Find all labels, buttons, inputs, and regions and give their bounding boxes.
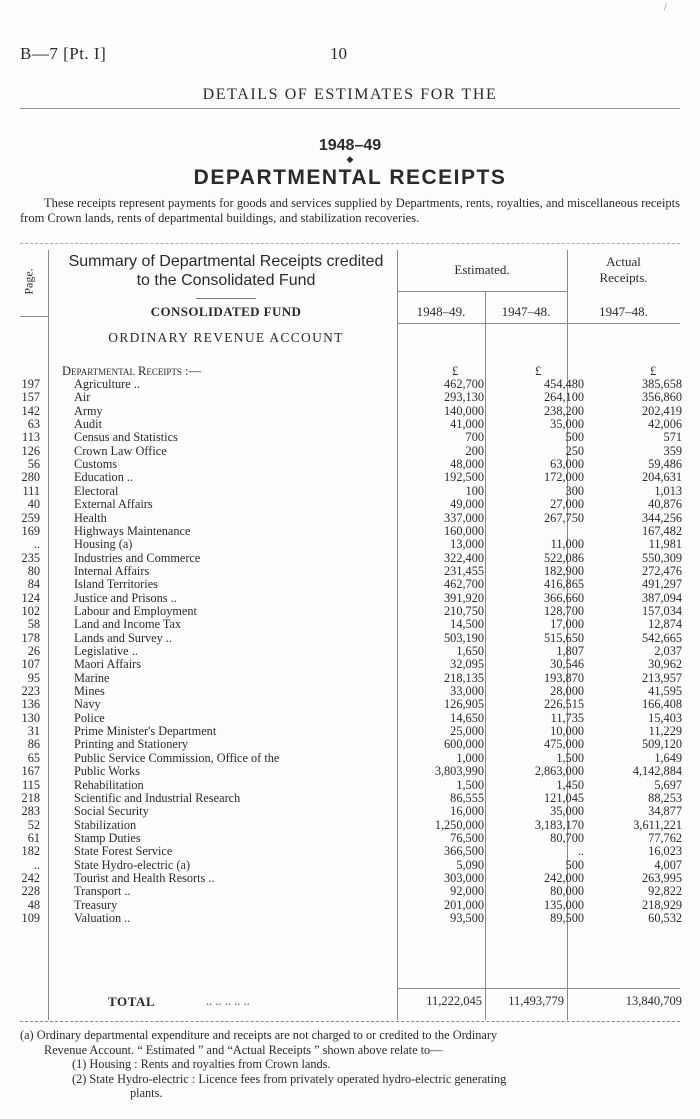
footnote-item-2: (2) State Hydro-electric : Licence fees from privately operated hydro-electric generating — [72, 1071, 507, 1086]
table-row — [18, 819, 680, 832]
table-row — [18, 765, 680, 778]
row-page-ref: 142 — [21, 403, 40, 418]
row-actual-1947-48: 263,995 — [642, 870, 682, 885]
row-page-ref: 52 — [27, 817, 40, 832]
row-actual-1947-48: 344,256 — [642, 510, 682, 525]
row-actual-1947-48: 356,860 — [642, 390, 682, 405]
row-estimated-1948-49: 391,920 — [444, 590, 484, 605]
header-underline-estimated — [397, 291, 567, 292]
row-estimated-1947-48: 250 — [565, 443, 584, 458]
row-actual-1947-48: 4,142,884 — [632, 764, 682, 779]
row-estimated-1947-48: 11,000 — [550, 537, 584, 552]
row-actual-1947-48: 12,874 — [648, 617, 682, 632]
row-page-ref: 95 — [27, 670, 40, 685]
row-estimated-1947-48: 35,000 — [550, 804, 584, 819]
row-department-name: Legislative .. — [74, 645, 138, 658]
row-page-ref: 56 — [27, 457, 40, 472]
row-estimated-1947-48: 264,100 — [544, 390, 584, 405]
row-department-name: Treasury — [74, 898, 118, 912]
table-row — [18, 632, 680, 645]
row-department-name: Crown Law Office — [74, 444, 167, 458]
section-label: Departmental Receipts :— — [62, 364, 202, 378]
row-actual-1947-48: 385,658 — [642, 377, 682, 391]
table-row — [18, 725, 680, 738]
footnote — [20, 1028, 680, 1101]
row-page-ref: 130 — [21, 710, 40, 725]
row-actual-1947-48: 218,929 — [642, 897, 682, 912]
account-heading: ORDINARY REVENUE ACCOUNT — [108, 330, 344, 345]
table-row — [18, 885, 680, 898]
row-page-ref: 115 — [22, 777, 40, 792]
row-estimated-1948-49: 231,455 — [444, 563, 484, 578]
row-department-name: Census and Statistics — [74, 431, 178, 445]
row-page-ref: 102 — [21, 603, 40, 618]
table-row — [18, 538, 680, 551]
row-department-name: Public Service Commission, Office of the — [74, 751, 280, 765]
table-row — [18, 712, 680, 725]
row-estimated-1948-49: 462,700 — [444, 577, 484, 592]
table-row — [18, 872, 680, 885]
row-estimated-1947-48: 454,480 — [544, 377, 584, 391]
table-bottom-rule — [20, 1021, 680, 1022]
row-page-ref: 26 — [27, 644, 40, 658]
row-estimated-1948-49: 13,000 — [450, 537, 484, 552]
row-estimated-1947-48: 30,546 — [550, 657, 584, 672]
row-department-name: Highways Maintenance — [74, 524, 191, 538]
table-row — [18, 391, 680, 404]
row-page-ref: .. — [33, 857, 40, 872]
row-page-ref: 31 — [27, 724, 40, 739]
row-estimated-1947-48: 11,735 — [550, 710, 584, 725]
row-estimated-1948-49: 86,555 — [450, 790, 484, 805]
row-page-ref: 58 — [27, 617, 40, 632]
row-estimated-1948-49: 16,000 — [450, 804, 484, 819]
table-row — [18, 832, 680, 845]
row-estimated-1948-49: 600,000 — [444, 737, 484, 752]
row-estimated-1948-49: 293,130 — [444, 390, 484, 405]
table-row — [18, 458, 680, 471]
row-estimated-1948-49: 3,803,990 — [434, 764, 484, 779]
row-department-name: Stamp Duties — [74, 831, 141, 845]
row-estimated-1948-49: 192,500 — [444, 470, 484, 485]
row-page-ref: 259 — [21, 510, 40, 525]
row-estimated-1947-48: 135,000 — [544, 897, 584, 912]
row-estimated-1947-48: 242,000 — [544, 870, 584, 885]
row-estimated-1948-49: 93,500 — [450, 911, 484, 925]
row-estimated-1947-48: 1,807 — [556, 644, 584, 658]
table-row — [18, 512, 680, 525]
row-department-name: Maori Affairs — [74, 658, 142, 672]
row-estimated-1947-48: .. — [577, 844, 584, 859]
row-estimated-1947-48: 193,870 — [544, 670, 584, 685]
table-row — [18, 779, 680, 792]
footnote-item-1: (1) Housing : Rents and royalties from Crown lands. — [72, 1057, 331, 1071]
row-estimated-1948-49: 201,000 — [444, 897, 484, 912]
row-estimated-1947-48: 1,500 — [556, 750, 584, 765]
row-page-ref: .. — [33, 537, 40, 552]
row-page-ref: 167 — [21, 764, 40, 779]
running-head-reference: B—7 [Pt. I] — [20, 44, 107, 63]
row-department-name: Transport .. — [74, 885, 131, 899]
row-estimated-1948-49: 1,250,000 — [434, 817, 484, 832]
row-department-name: Island Territories — [74, 578, 158, 592]
row-page-ref: 223 — [21, 684, 40, 699]
row-actual-1947-48: 59,486 — [648, 457, 682, 472]
row-page-ref: 61 — [27, 830, 40, 845]
row-estimated-1948-49: 126,905 — [444, 697, 484, 712]
row-actual-1947-48: 509,120 — [642, 737, 682, 752]
col-header-1947-48-act: 1947–48. — [599, 304, 648, 319]
row-department-name: Industries and Commerce — [74, 551, 201, 565]
row-department-name: External Affairs — [74, 498, 153, 512]
row-estimated-1948-49: 33,000 — [450, 684, 484, 699]
row-page-ref: 169 — [21, 523, 40, 538]
row-estimated-1947-48: 172,000 — [544, 470, 584, 485]
page-label-underline — [20, 316, 48, 317]
row-page-ref: 111 — [22, 483, 40, 498]
row-actual-1947-48: 272,476 — [642, 563, 682, 578]
row-estimated-1947-48: 267,750 — [544, 510, 584, 525]
row-estimated-1947-48: 128,700 — [544, 603, 584, 618]
row-actual-1947-48: 2,037 — [654, 644, 682, 658]
col-header-1948-49: 1948–49. — [416, 304, 466, 319]
row-actual-1947-48: 60,532 — [648, 911, 682, 925]
row-estimated-1947-48: 28,000 — [550, 684, 584, 699]
row-estimated-1948-49: 48,000 — [450, 457, 484, 472]
row-estimated-1947-48: 238,200 — [544, 403, 584, 418]
intro-paragraph: These receipts represent payments for goods and services supplied by Departments, rents, royalties, and miscellaneous receipts from Crown lands, rents of departmental buildings, and stabilization recoveries. — [20, 196, 680, 225]
estimated-header: Estimated. — [454, 262, 510, 277]
row-estimated-1947-48: 416,865 — [544, 577, 584, 592]
table-row — [18, 618, 680, 631]
row-actual-1947-48: 4,007 — [654, 857, 682, 872]
row-estimated-1948-49: 462,700 — [444, 377, 484, 391]
table-row — [18, 805, 680, 818]
row-estimated-1947-48: 80,000 — [550, 884, 584, 899]
row-department-name: Housing (a) — [74, 538, 133, 552]
row-department-name: Internal Affairs — [74, 564, 150, 578]
table-row — [18, 792, 680, 805]
row-estimated-1948-49: 303,000 — [444, 870, 484, 885]
pound-sign-col1: £ — [452, 364, 459, 378]
row-department-name: Public Works — [74, 765, 141, 779]
row-estimated-1948-49: 5,090 — [456, 857, 484, 872]
row-department-name: Scientific and Industrial Research — [74, 791, 241, 805]
row-estimated-1948-49: 1,000 — [456, 750, 484, 765]
row-department-name: Justice and Prisons .. — [74, 591, 177, 605]
row-page-ref: 86 — [27, 737, 40, 752]
row-page-ref: 107 — [21, 657, 40, 672]
row-actual-1947-48: 3,611,221 — [633, 817, 682, 832]
row-page-ref: 242 — [21, 870, 40, 885]
pound-sign-col3: £ — [650, 364, 657, 378]
row-estimated-1948-49: 322,400 — [444, 550, 484, 565]
footnote-item-2-cont: plants. — [130, 1086, 163, 1100]
row-department-name: Mines — [74, 685, 105, 699]
row-estimated-1948-49: 700 — [465, 430, 484, 445]
row-page-ref: 65 — [27, 750, 40, 765]
actual-receipts-header: Actual Receipts. — [599, 254, 648, 285]
row-estimated-1948-49: 100 — [465, 483, 484, 498]
row-department-name: Electoral — [74, 484, 119, 498]
row-actual-1947-48: 491,297 — [642, 577, 682, 592]
row-page-ref: 80 — [27, 563, 40, 578]
row-estimated-1947-48: 2,863,000 — [534, 764, 584, 779]
year-header-rule — [397, 323, 680, 324]
table-row — [18, 592, 680, 605]
row-page-ref: 136 — [21, 697, 40, 712]
table-row — [18, 498, 680, 511]
row-department-name: Stabilization — [74, 818, 137, 832]
row-department-name: Tourist and Health Resorts .. — [74, 871, 215, 885]
row-actual-1947-48: 166,408 — [642, 697, 682, 712]
row-actual-1947-48: 42,006 — [648, 417, 682, 432]
table-row — [18, 859, 680, 872]
summary-title: Summary of Departmental Receipts credited to the Consolidated Fund — [68, 253, 384, 289]
table-row — [18, 578, 680, 591]
row-department-name: Education .. — [74, 471, 134, 485]
row-estimated-1947-48: 1,450 — [556, 777, 584, 792]
row-actual-1947-48: 202,419 — [642, 403, 682, 418]
table-row — [18, 525, 680, 538]
total-1948-49: 11,222,045 — [426, 994, 482, 1008]
fund-heading: CONSOLIDATED FUND — [150, 304, 302, 319]
row-estimated-1948-49: 25,000 — [450, 724, 484, 739]
row-actual-1947-48: 15,403 — [648, 710, 682, 725]
row-actual-1947-48: 11,981 — [648, 537, 682, 552]
table-row — [18, 431, 680, 444]
row-department-name: Audit — [74, 418, 103, 432]
row-page-ref: 283 — [21, 804, 40, 819]
table-row — [18, 899, 680, 912]
row-estimated-1948-49: 200 — [465, 443, 484, 458]
table-row — [18, 738, 680, 751]
row-page-ref: 197 — [21, 377, 40, 391]
row-actual-1947-48: 88,253 — [648, 790, 682, 805]
row-department-name: Valuation .. — [74, 912, 131, 925]
row-estimated-1947-48: 226,515 — [544, 697, 584, 712]
col-header-1947-48-est: 1947–48. — [501, 304, 551, 319]
row-estimated-1947-48: 10,000 — [550, 724, 584, 739]
page-number: 10 — [330, 44, 347, 63]
total-1947-48-est: 11,493,779 — [508, 994, 564, 1008]
row-estimated-1947-48: 35,000 — [550, 417, 584, 432]
row-actual-1947-48: 16,023 — [648, 844, 682, 859]
row-department-name: Air — [74, 391, 91, 405]
row-actual-1947-48: 213,957 — [642, 670, 682, 685]
row-department-name: Social Security — [74, 805, 149, 819]
row-page-ref: 235 — [21, 550, 40, 565]
row-page-ref: 40 — [27, 497, 40, 512]
table-row — [18, 378, 680, 391]
row-estimated-1948-49: 1,650 — [456, 644, 484, 658]
intro-rule — [20, 243, 680, 244]
row-page-ref: 63 — [27, 417, 40, 432]
section-subheading: DETAILS OF ESTIMATES FOR THE — [202, 86, 498, 103]
row-estimated-1947-48: 522,086 — [544, 550, 584, 565]
pound-sign-col2: £ — [535, 364, 542, 378]
row-actual-1947-48: 571 — [663, 430, 682, 445]
footnote-line-1: (a) Ordinary departmental expenditure and receipts are not charged to or credited to the Ordinary — [20, 1028, 498, 1042]
table-row — [18, 552, 680, 565]
row-actual-1947-48: 40,876 — [648, 497, 682, 512]
row-estimated-1947-48: 300 — [565, 483, 584, 498]
row-estimated-1948-49: 218,135 — [444, 670, 484, 685]
page-title: DEPARTMENTAL RECEIPTS — [193, 166, 507, 189]
table-row — [18, 658, 680, 671]
row-estimated-1947-48: 475,000 — [544, 737, 584, 752]
table-row — [18, 418, 680, 431]
row-actual-1947-48: 157,034 — [642, 603, 682, 618]
row-department-name: Agriculture .. — [74, 378, 140, 391]
row-page-ref: 109 — [21, 911, 40, 925]
row-estimated-1948-49: 337,000 — [444, 510, 484, 525]
row-estimated-1947-48: 3,183,170 — [534, 817, 584, 832]
row-department-name: Health — [74, 511, 107, 525]
row-department-name: Printing and Stationery — [74, 738, 189, 752]
fiscal-year: 1948–49 — [318, 137, 382, 154]
row-page-ref: 218 — [21, 790, 40, 805]
row-department-name: State Hydro-electric (a) — [74, 858, 191, 872]
row-department-name: Labour and Employment — [74, 604, 197, 618]
row-estimated-1948-49: 32,095 — [450, 657, 484, 672]
total-1947-48-act: 13,840,709 — [625, 994, 682, 1008]
row-estimated-1948-49: 41,000 — [450, 417, 484, 432]
row-actual-1947-48: 41,595 — [648, 684, 682, 699]
row-page-ref: 228 — [21, 884, 40, 899]
table-row — [18, 672, 680, 685]
table-row — [18, 912, 680, 925]
table-row — [18, 685, 680, 698]
row-department-name: State Forest Service — [74, 845, 173, 859]
row-estimated-1948-49: 210,750 — [444, 603, 484, 618]
fund-rule — [196, 298, 256, 299]
row-estimated-1947-48: 80,700 — [550, 830, 584, 845]
header-rule — [20, 108, 680, 109]
row-estimated-1948-49: 14,650 — [450, 710, 484, 725]
row-estimated-1948-49: 1,500 — [456, 777, 484, 792]
row-department-name: Land and Income Tax — [74, 618, 182, 632]
row-department-name: Customs — [74, 458, 118, 472]
row-estimated-1947-48: 515,650 — [544, 630, 584, 645]
row-estimated-1948-49: 49,000 — [450, 497, 484, 512]
row-estimated-1948-49: 160,000 — [444, 523, 484, 538]
row-actual-1947-48: 387,094 — [642, 590, 682, 605]
row-page-ref: 182 — [21, 844, 40, 859]
table-row — [18, 698, 680, 711]
row-page-ref: 113 — [22, 430, 40, 445]
row-page-ref: 84 — [27, 577, 40, 592]
row-department-name: Police — [74, 711, 105, 725]
table-row — [18, 645, 680, 658]
table-row — [18, 405, 680, 418]
row-department-name: Marine — [74, 671, 110, 685]
row-estimated-1947-48: 500 — [565, 430, 584, 445]
row-page-ref: 48 — [27, 897, 40, 912]
row-estimated-1947-48: 27,000 — [550, 497, 584, 512]
table-row — [18, 485, 680, 498]
row-page-ref: 124 — [21, 590, 40, 605]
table-row — [18, 471, 680, 484]
row-actual-1947-48: 204,631 — [642, 470, 682, 485]
row-actual-1947-48: 550,309 — [642, 550, 682, 565]
table-row — [18, 845, 680, 858]
row-estimated-1947-48: 366,660 — [544, 590, 584, 605]
row-department-name: Navy — [74, 698, 101, 712]
row-estimated-1948-49: 76,500 — [450, 830, 484, 845]
page-column-label: Page. — [21, 268, 36, 295]
table-row — [18, 565, 680, 578]
row-actual-1947-48: 11,229 — [648, 724, 682, 739]
row-estimated-1948-49: 92,000 — [450, 884, 484, 899]
row-estimated-1948-49: 14,500 — [450, 617, 484, 632]
row-actual-1947-48: 92,822 — [648, 884, 682, 899]
row-estimated-1947-48: 182,900 — [544, 563, 584, 578]
row-actual-1947-48: 30,962 — [648, 657, 682, 672]
row-actual-1947-48: 77,762 — [648, 830, 682, 845]
row-estimated-1947-48: 63,000 — [550, 457, 584, 472]
table-row — [18, 605, 680, 618]
row-estimated-1948-49: 503,190 — [444, 630, 484, 645]
row-actual-1947-48: 359 — [663, 443, 682, 458]
row-page-ref: 280 — [21, 470, 40, 485]
total-top-rule — [397, 988, 680, 989]
row-department-name: Rehabilitation — [74, 778, 144, 792]
total-leader-dots: .. .. .. .. .. — [206, 994, 250, 1008]
footnote-line-2: Revenue Account. “ Estimated ” and “Actual Receipts ” shown above relate to— — [44, 1042, 443, 1057]
row-page-ref: 126 — [21, 443, 40, 458]
row-department-name: Army — [74, 404, 103, 418]
row-estimated-1947-48: 89,500 — [550, 911, 584, 925]
row-department-name: Lands and Survey .. — [74, 631, 173, 645]
row-actual-1947-48: 1,013 — [654, 483, 682, 498]
row-department-name: Prime Minister's Department — [74, 725, 217, 739]
ornament-diamond-icon: ◆ — [346, 154, 354, 164]
total-label: TOTAL — [108, 994, 156, 1009]
table-row — [18, 445, 680, 458]
row-page-ref: 157 — [21, 390, 40, 405]
row-actual-1947-48: 1,649 — [654, 750, 682, 765]
row-actual-1947-48: 34,877 — [648, 804, 682, 819]
row-estimated-1948-49: 140,000 — [444, 403, 484, 418]
table-row — [18, 752, 680, 765]
row-actual-1947-48: 167,482 — [642, 523, 682, 538]
row-page-ref: 178 — [21, 630, 40, 645]
row-estimated-1947-48: 121,045 — [544, 790, 584, 805]
row-estimated-1948-49: 366,500 — [444, 844, 484, 859]
row-actual-1947-48: 542,665 — [642, 630, 682, 645]
row-estimated-1947-48: 17,000 — [550, 617, 584, 632]
margin-tick: / — [664, 2, 667, 13]
row-actual-1947-48: 5,697 — [654, 777, 682, 792]
row-estimated-1947-48: 500 — [565, 857, 584, 872]
